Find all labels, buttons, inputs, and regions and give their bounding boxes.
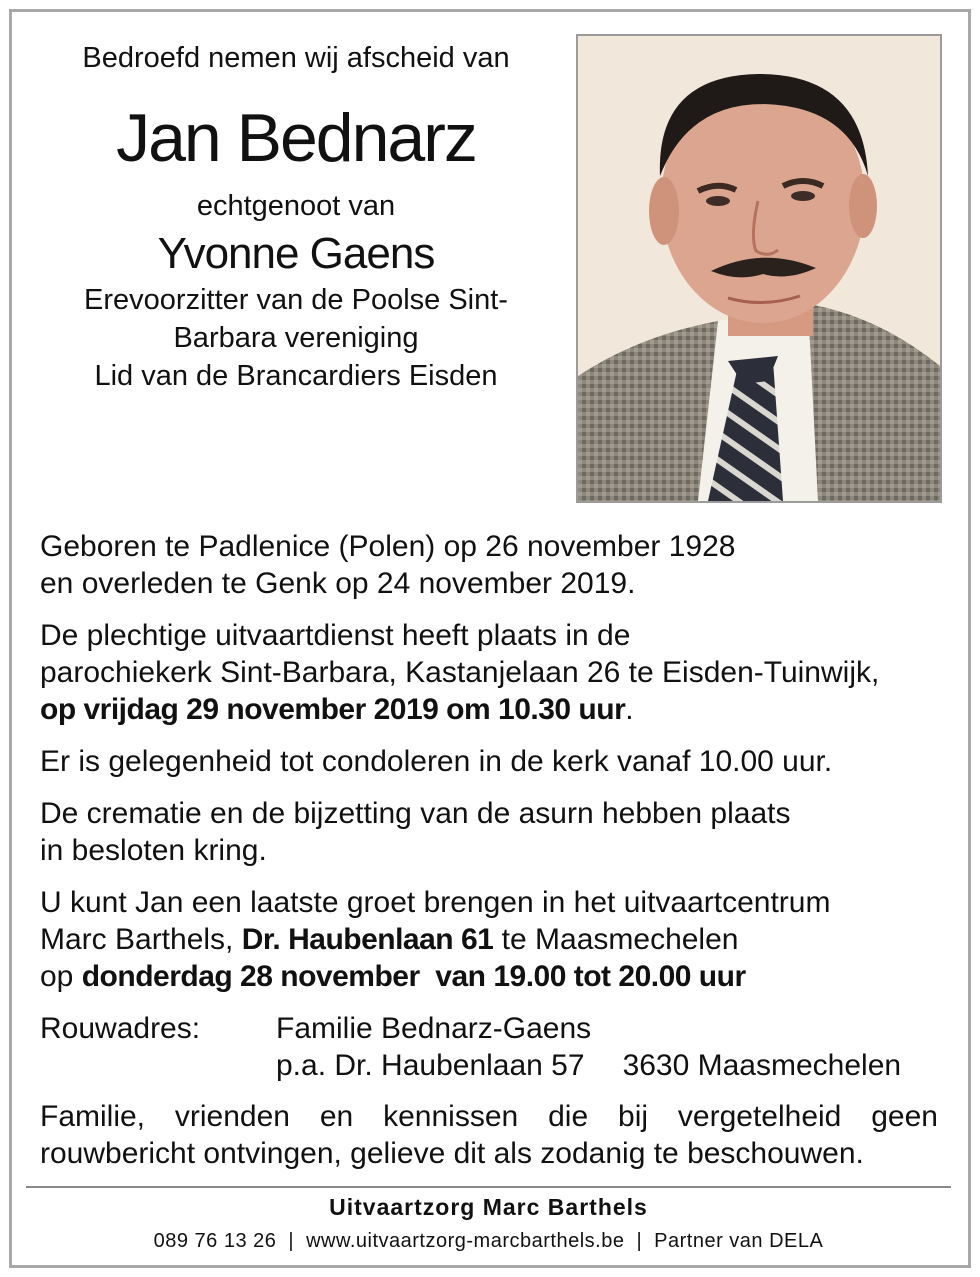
deceased-name: Jan Bednarz <box>116 100 476 176</box>
title-line: Erevoorzitter van de Poolse Sint- <box>84 283 508 316</box>
address-family: Familie Bednarz-Gaens <box>276 1012 592 1045</box>
funeral-company: Uitvaartzorg Marc Barthels <box>329 1194 648 1220</box>
address-label: Rouwadres: <box>40 1012 201 1045</box>
service-line: De plechtige uitvaartdienst heeft plaats in de <box>40 619 631 652</box>
mourning-address <box>40 1010 938 1084</box>
footer-divider <box>26 1186 951 1188</box>
closing-paragraph: Familie, vrienden en kennissen die bij vergetelheid geen rouwbericht ontvingen, gelieve dit als zodanig te beschouwen. <box>40 1100 938 1170</box>
portrait-photo <box>576 34 942 503</box>
address-city: 3630 Maasmechelen <box>622 1049 902 1082</box>
address-line <box>276 1047 938 1084</box>
service-end: . <box>625 693 634 726</box>
announcement-header <box>36 30 556 395</box>
birth-line: Geboren te Padlenice (Polen) op 26 november 1928 <box>40 530 736 563</box>
visit-line: te Maasmechelen <box>493 923 739 956</box>
service-paragraph <box>40 617 938 728</box>
footer <box>26 1194 951 1253</box>
address-street: p.a. Dr. Haubenlaan 57 <box>276 1049 585 1082</box>
cremation-line: in besloten kring. <box>40 834 267 867</box>
cremation-paragraph <box>40 795 938 869</box>
visit-line: Marc Barthels, <box>40 923 242 956</box>
separator: | <box>636 1230 643 1252</box>
birth-death-paragraph <box>40 528 938 602</box>
service-line: parochiekerk Sint-Barbara, Kastanjelaan 26 te Eisden-Tuinwijk, <box>40 656 880 689</box>
spouse-label: echtgenoot van <box>196 189 396 222</box>
website-link[interactable]: www.uitvaartzorg-marcbarthels.be <box>306 1230 625 1252</box>
visit-line: U kunt Jan een laatste groet brengen in het uitvaartcentrum <box>40 886 831 919</box>
death-line: en overleden te Genk op 24 november 2019. <box>40 567 636 600</box>
cremation-line: De crematie en de bijzetting van de asurn hebben plaats <box>40 797 791 830</box>
intro-text: Bedroefd nemen wij afscheid van <box>82 42 510 74</box>
visit-line: op <box>40 960 82 993</box>
condolence-paragraph: Er is gelegenheid tot condoleren in de kerk vanaf 10.00 uur. <box>40 745 833 778</box>
phone-number: 089 76 13 26 <box>153 1230 277 1252</box>
partner-text: Partner van DELA <box>654 1230 824 1252</box>
visit-address: Dr. Haubenlaan 61 <box>241 923 494 956</box>
spouse-name: Yvonne Gaens <box>157 228 435 278</box>
title-line: Barbara vereniging <box>173 321 419 354</box>
announcement-body <box>40 528 938 1187</box>
portrait-illustration <box>578 36 940 501</box>
visit-date: donderdag 28 november van 19.00 tot 20.00 uur <box>81 960 746 993</box>
separator: | <box>288 1230 295 1252</box>
contact-line <box>26 1230 951 1253</box>
honorary-titles <box>36 281 556 395</box>
service-date: op vrijdag 29 november 2019 om 10.30 uur <box>40 693 626 726</box>
visitation-paragraph <box>40 884 938 995</box>
title-line: Lid van de Brancardiers Eisden <box>94 359 498 392</box>
